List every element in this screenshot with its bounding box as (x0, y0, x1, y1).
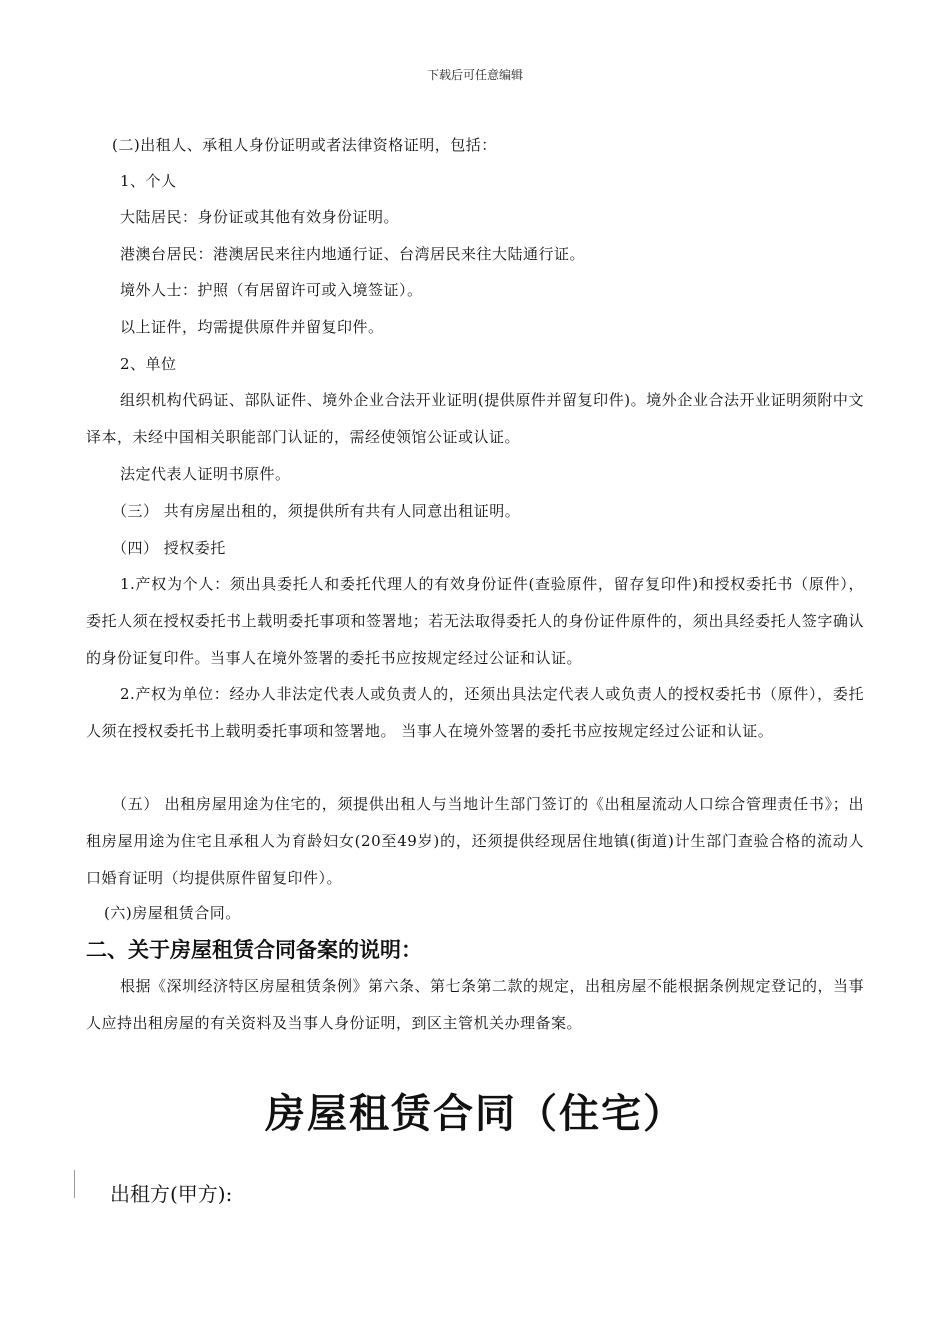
section-c-text: （三） 共有房屋出租的，须提供所有共有人同意出租证明。 (112, 502, 521, 520)
legal-rep-text: 法定代表人证明书原件。 (120, 465, 291, 483)
section-d-title: （四） 授权委托 (112, 539, 226, 557)
contract-title: 房屋租赁合同（住宅） (265, 1091, 685, 1137)
page-header: 下载后可任意编辑 (426, 68, 523, 82)
authorization-item-1: 1.产权为个人：须出具委托人和委托代理人的有效身份证件(查验原件，留存复印件)和授权委托书（原件），委托人须在授权委托书上载明委托事项和签署地；若无法取得委托人的身份证件原件的，须出具经委托人签字确认的身份证复印件。当事人在境外签署的委托书应按规定经过公证和认证。 (86, 575, 864, 667)
section-f-text: (六)房屋租赁合同。 (104, 904, 241, 922)
section-b-title: (二)出租人、承租人身份证明或者法律资格证明，包括： (112, 136, 497, 154)
foreigners-text: 境外人士：护照（有居留许可或入境签证）。 (120, 281, 423, 299)
filing-heading: 二、关于房屋租赁合同备案的说明： (86, 938, 422, 962)
hk-macao-tw-text: 港澳台居民：港澳居民来往内地通行证、台湾居民来往大陆通行证。 (120, 245, 586, 263)
lessor-label: 出租方(甲方): (110, 1182, 233, 1206)
section-e-paragraph: （五） 出租房屋用途为住宅的，须提供出租人与当地计生部门签订的《出租屋流动人口综合管理责任书》；出租房屋用途为住宅且承租人为育龄妇女(20至49岁)的，还须提供经现居住地镇(街道)计生部门查验合格的流动人口婚育证明（均提供原件留复印件）。 (86, 795, 864, 887)
individual-title: 1、个人 (120, 172, 177, 190)
unit-title: 2、单位 (120, 355, 177, 373)
originals-note: 以上证件，均需提供原件并留复印件。 (120, 318, 384, 336)
mainland-resident-text: 大陆居民：身份证或其他有效身份证明。 (120, 208, 400, 226)
filing-paragraph: 根据《深圳经济特区房屋租赁条例》第六条、第七条第二款的规定，出租房屋不能根据条例规定登记的，当事人应持出租房屋的有关资料及当事人身份证明，到区主管机关办理备案。 (86, 977, 865, 1032)
authorization-item-2: 2.产权为单位：经办人非法定代表人或负责人的，还须出具法定代表人或负责人的授权委托书（原件），委托人须在授权委托书上载明委托事项和签署地。 当事人在境外签署的委托书应按规定经过公证和认证。 (86, 685, 864, 740)
unit-docs-paragraph: 组织机构代码证、部队证件、境外企业合法开业证明(提供原件并留复印件)。境外企业合法开业证明须附中文译本，未经中国相关职能部门认证的，需经使领馆公证或认证。 (86, 391, 864, 446)
margin-mark (74, 1170, 75, 1198)
